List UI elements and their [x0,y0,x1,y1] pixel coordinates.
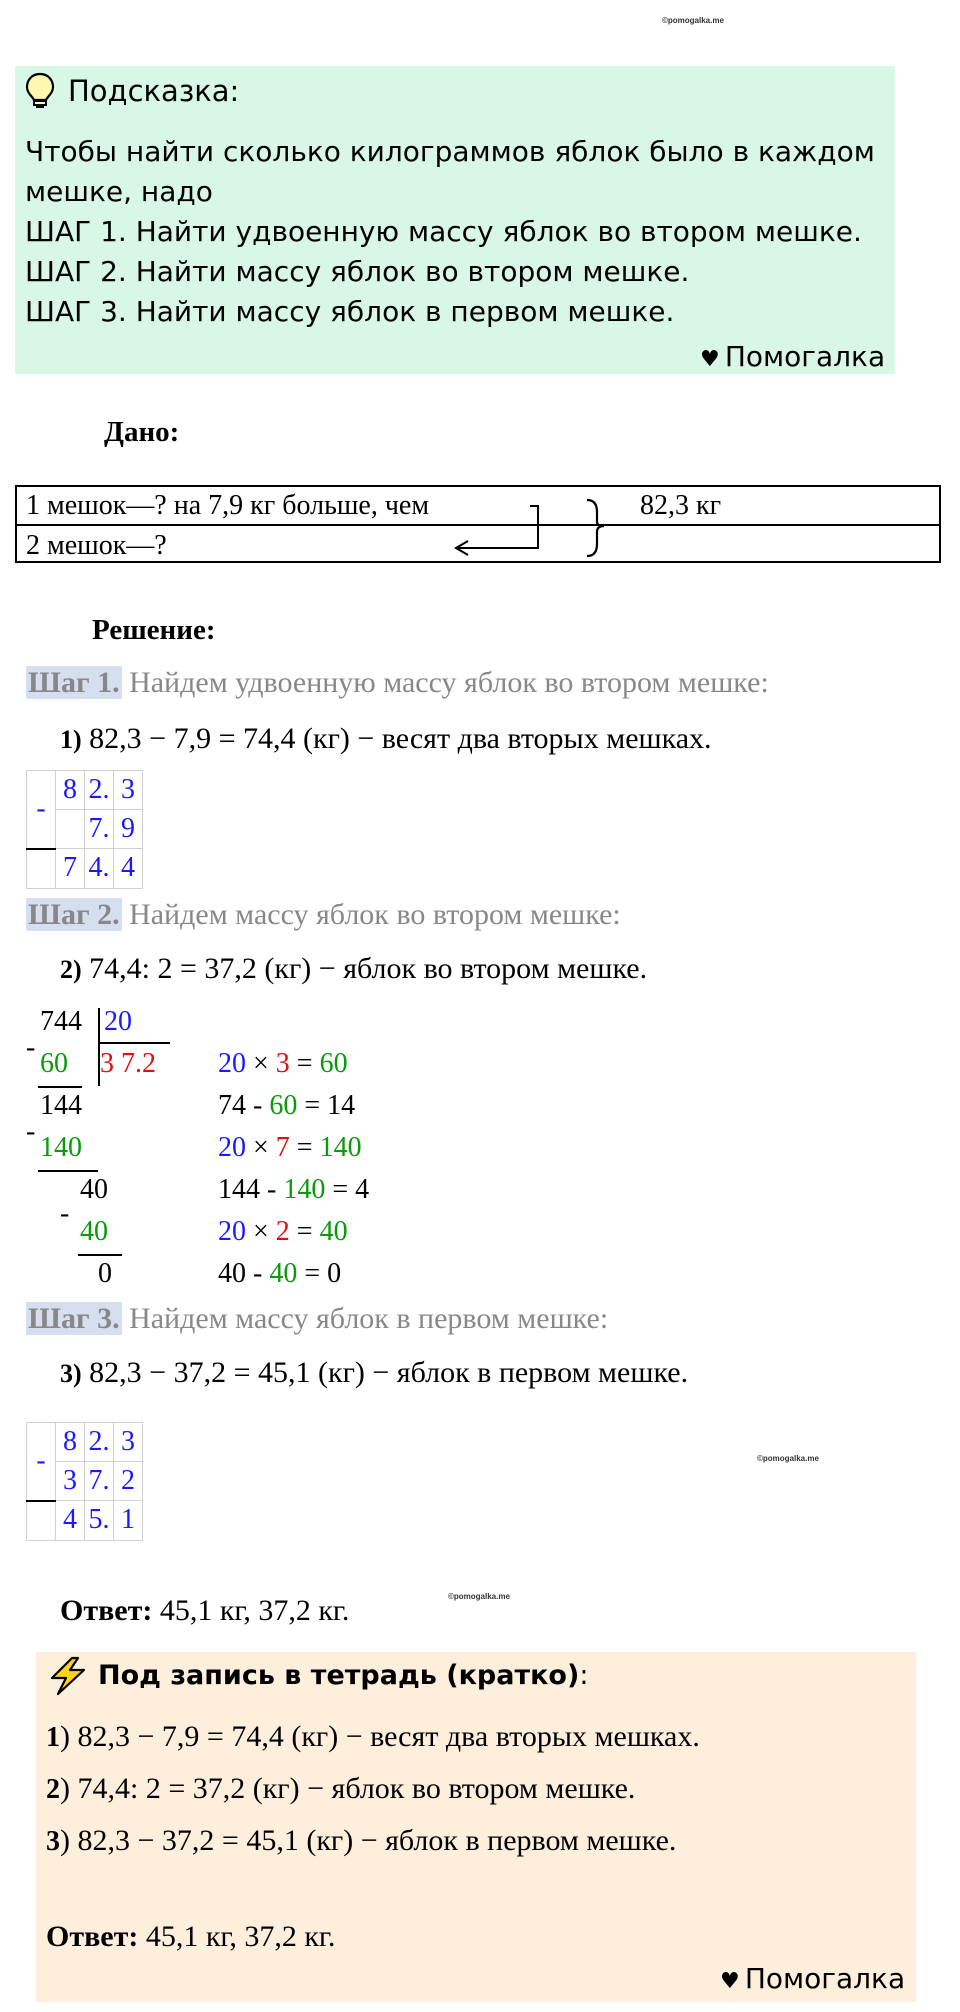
hint-text: Чтобы найти сколько килограммов яблок было в каждом [25,135,875,168]
hint-step-label: ШАГ 2. [25,255,127,288]
brand-label: ♥ Помогалка [700,340,886,373]
notebook-line-2: 2) 74,4: 2 = 37,2 (кг) − яблок во втором мешке. [46,1772,636,1805]
answer: Ответ: 45,1 кг, 37,2 кг. [60,1594,350,1627]
lightning-icon [46,1656,90,1696]
quotient: 3 7.2 [100,1048,156,1079]
hint-step-1 [25,212,862,252]
division-line: 140 [40,1132,82,1163]
hint-text: мешке, надо [25,175,213,208]
division-line: 0 [98,1258,112,1289]
hint-title: Подсказка: [68,74,240,108]
given-row-1: 1 мешок—? на 7,9 кг больше, чем [26,490,430,521]
minus-sign: - [60,1198,70,1229]
minus-sign: - [27,771,56,849]
division-line: 144 [40,1090,82,1121]
solution-title: Решение: [92,614,216,646]
hint-step-3 [25,292,674,332]
division-line: 40 [80,1216,108,1247]
minus-sign: - [27,1423,56,1501]
watermark: ©pomogalka.me [662,16,724,25]
hint-step-text: Найти удвоенную массу яблок во втором мешке. [126,215,862,248]
division-line: 40 [80,1174,108,1205]
watermark: ©pomogalka.me [448,1592,510,1601]
calc-line: 20 × 2 = 40 [218,1216,348,1247]
subtraction-grid-1: - 8 2. 3 7. 9 7 4. 4 [26,770,143,889]
brand-label: ♥ Помогалка [720,1962,906,1995]
calc-line: 144 - 140 = 4 [218,1174,370,1205]
calc-line: 20 × 3 = 60 [218,1048,348,1079]
subtraction-grid-3: - 8 2. 3 3 7. 2 4 5. 1 [26,1422,143,1541]
notebook-title: Под запись в тетрадь (кратко): [98,1660,589,1691]
hint-step-label: ШАГ 1. [25,215,127,248]
notebook-line-1: 1) 82,3 − 7,9 = 74,4 (кг) − весят два вторых мешках. [46,1720,700,1753]
step-2-heading: Шаг 2. Найдем массу яблок во втором мешке: [28,898,621,931]
calc-line: 40 - 40 = 0 [218,1258,342,1289]
hint-step-2 [25,252,689,292]
heart-icon: ♥ [720,1969,740,1994]
step-1-heading: Шаг 1. Найдем удвоенную массу яблок во втором мешке: [28,666,769,699]
lightbulb-icon [25,72,55,110]
minus-sign: - [26,1116,36,1147]
notebook-line-3: 3) 82,3 − 37,2 = 45,1 (кг) − яблок в первом мешке. [46,1824,677,1857]
division-bar [100,1042,170,1044]
division-bar [98,1008,100,1086]
relation-arrow-icon [440,496,610,560]
division-line: 60 [40,1048,68,1079]
hint-step-text: Найти массу яблок в первом мешке. [126,295,675,328]
hint-step-text: Найти массу яблок во втором мешке. [126,255,690,288]
divisor: 20 [104,1006,132,1037]
step-3-heading: Шаг 3. Найдем массу яблок в первом мешке: [28,1302,609,1335]
notebook-answer: Ответ: 45,1 кг, 37,2 кг. [46,1920,336,1953]
minus-sign: - [26,1032,36,1063]
given-total: 82,3 кг [640,490,722,521]
given-row-2: 2 мешок—? [26,530,167,561]
dividend: 744 [40,1006,82,1037]
watermark: ©pomogalka.me [757,1454,819,1463]
equation-1: 1) 82,3 − 7,9 = 74,4 (кг) − весят два вторых мешках. [60,722,712,755]
equation-2: 2) 74,4: 2 = 37,2 (кг) − яблок во втором мешке. [60,952,648,985]
hint-step-label: ШАГ 3. [25,295,127,328]
given-title: Дано: [104,416,180,448]
calc-line: 74 - 60 = 14 [218,1090,356,1121]
calc-line: 20 × 7 = 140 [218,1132,362,1163]
heart-icon: ♥ [700,347,720,372]
equation-3: 3) 82,3 − 37,2 = 45,1 (кг) − яблок в первом мешке. [60,1356,689,1389]
